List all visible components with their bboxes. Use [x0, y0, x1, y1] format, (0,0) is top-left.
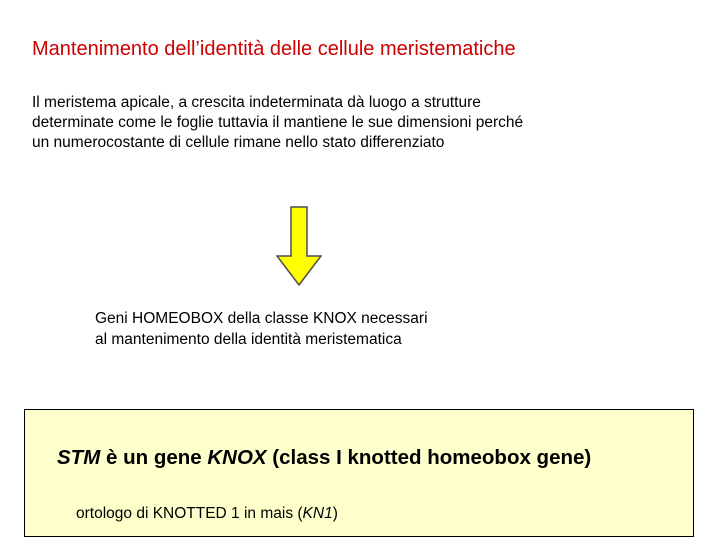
intro-line: Il meristema apicale, a crescita indeterminata dà luogo a strutture [32, 94, 481, 111]
slide-title: Mantenimento dell’identità delle cellule meristematiche [32, 38, 516, 60]
knox-note-line: Geni HOMEOBOX della classe KNOX necessari [95, 310, 428, 327]
knox-family-name: KNOX [207, 446, 267, 469]
intro-line: determinate come le foglie tuttavia il mantiene le sue dimensioni perché [32, 114, 524, 131]
ortholog-prefix: ortologo di KNOTTED 1 in mais ( [76, 505, 303, 522]
ortholog-suffix: ) [332, 505, 338, 522]
stm-gene-name: STM [57, 446, 101, 469]
down-arrow-icon [276, 206, 322, 286]
stm-statement-mid: è un gene [100, 446, 208, 469]
kn1-abbr: KN1 [302, 505, 333, 522]
knox-genes-note [95, 308, 428, 350]
knox-note-line: al mantenimento della identità meristematica [95, 331, 402, 348]
ortholog-note [76, 505, 338, 523]
intro-paragraph [32, 93, 632, 153]
stm-statement-rest: (class I knotted homeobox gene) [266, 446, 592, 469]
stm-highlight-box [24, 409, 694, 537]
stm-statement [57, 446, 591, 470]
intro-line: un numerocostante di cellule rimane nello stato differenziato [32, 134, 445, 151]
